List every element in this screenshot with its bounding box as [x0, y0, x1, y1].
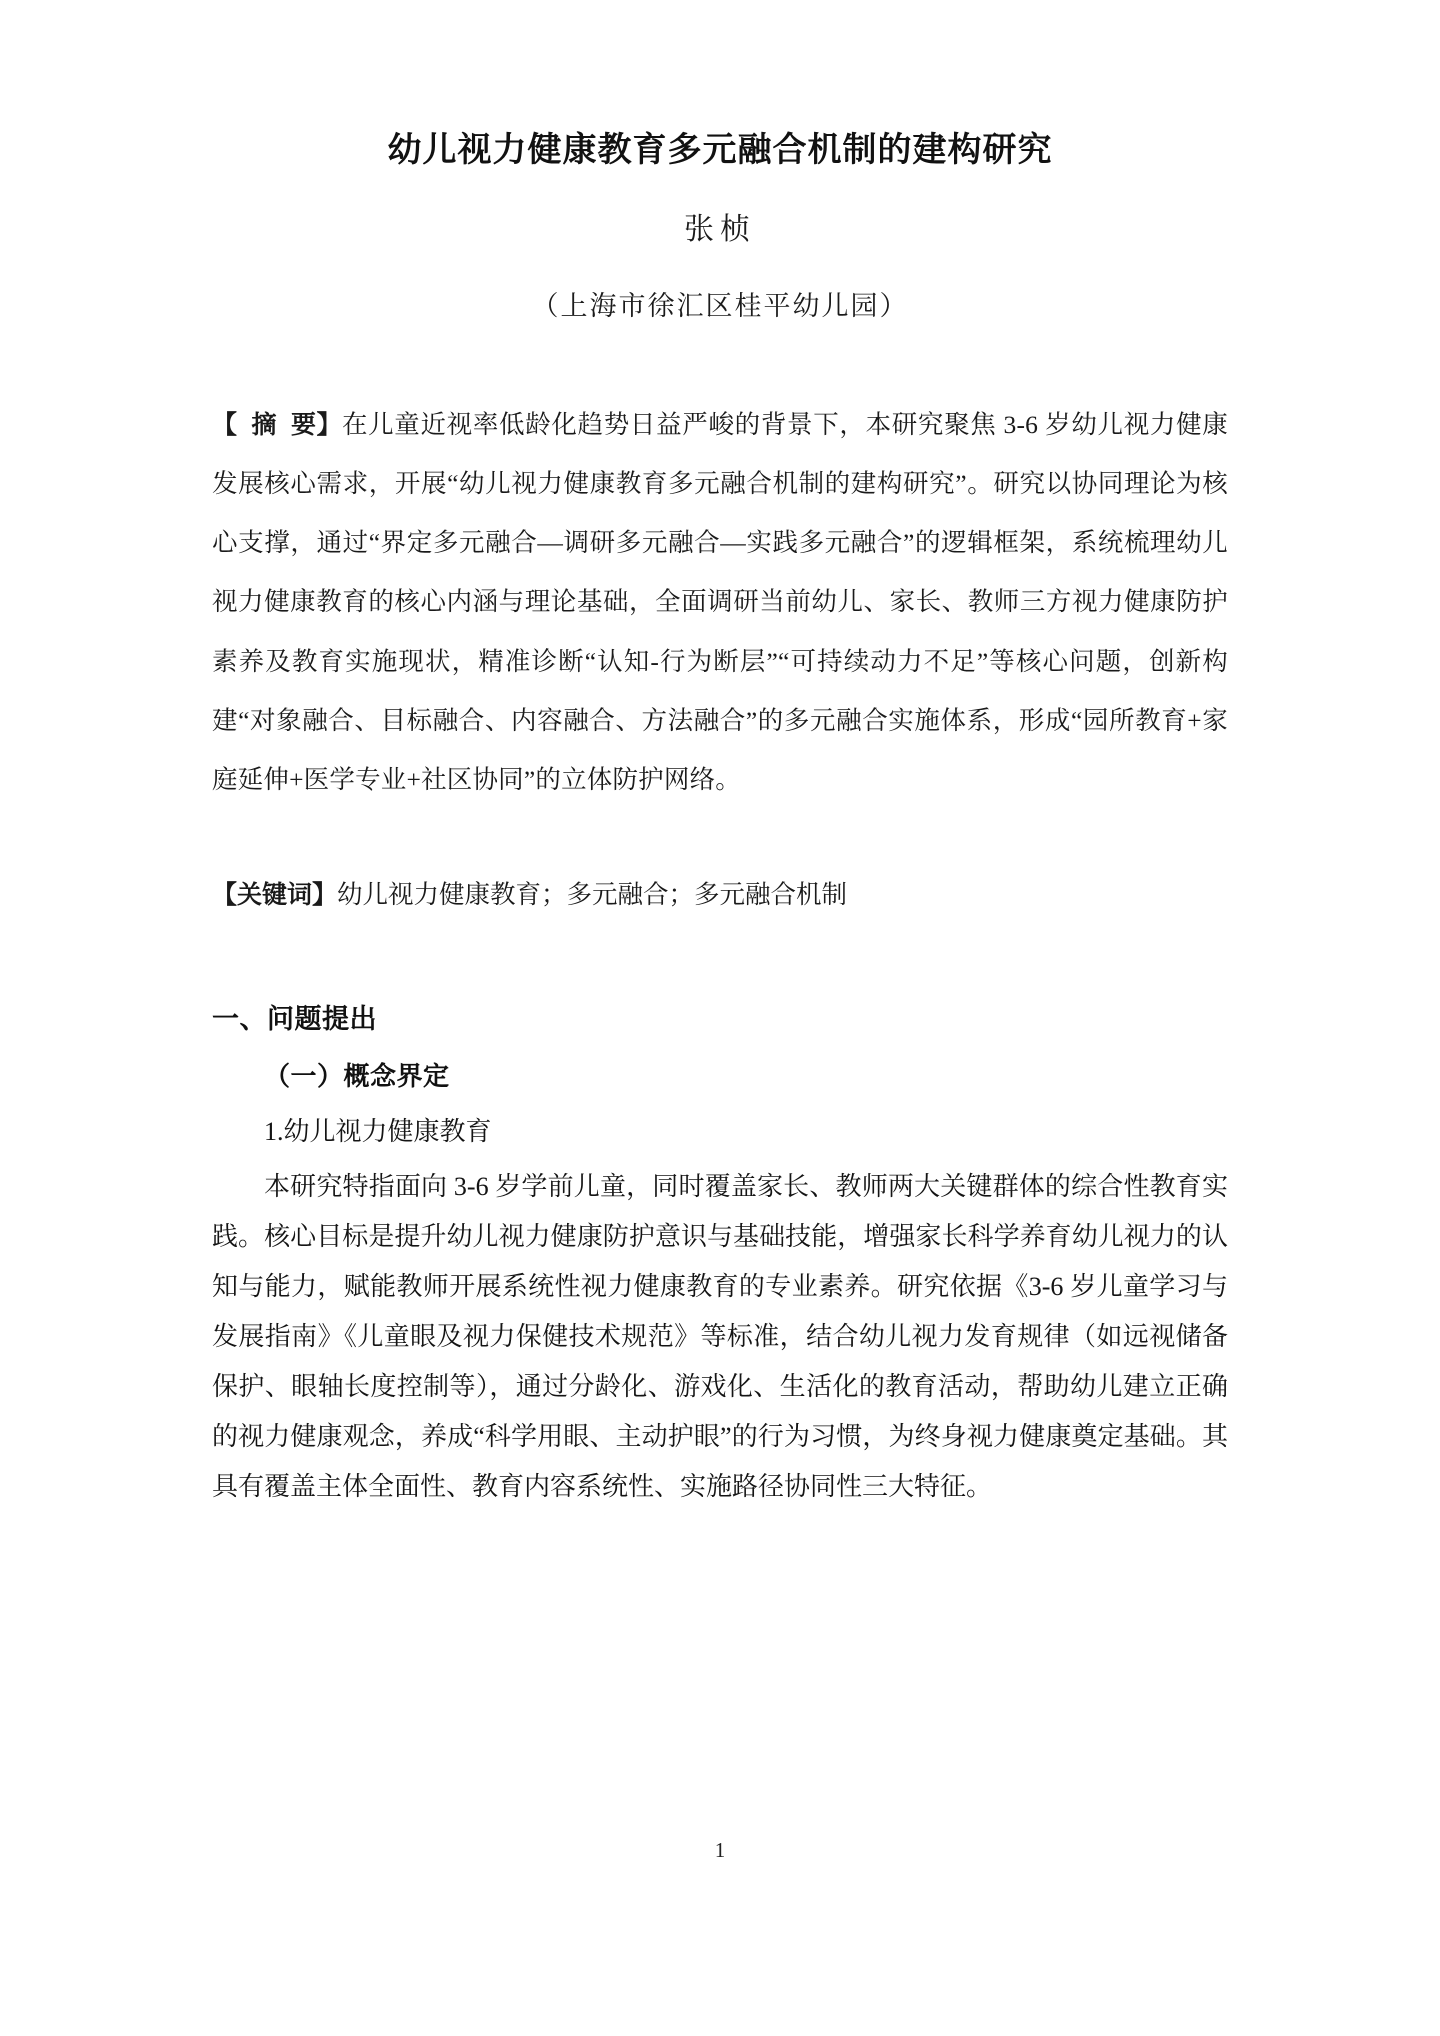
abstract-block [212, 395, 1228, 809]
page-title: 幼儿视力健康教育多元融合机制的建构研究 [387, 130, 1053, 170]
abstract-label [212, 410, 342, 439]
keywords-label: 【关键词】 [212, 879, 338, 909]
author-affiliation: （上海市徐汇区桂平幼儿园） [531, 290, 909, 321]
keywords-text: 幼儿视力健康教育；多元融合；多元融合机制 [337, 879, 848, 909]
author-name: 张桢 [684, 212, 756, 246]
body-paragraph: 本研究特指面向 3-6 岁学前儿童，同时覆盖家长、教师两大关键群体的综合性教育实践。核心目标是提升幼儿视力健康防护意识与基础技能，增强家长科学养育幼儿视力的认知与能力，赋能教师开展系统性视力健康教育的专业素养。研究依据《3-6 岁儿童学习与发展指南》《儿童眼及视力保健技术规范》等标准，结合幼儿视力发育规律（如远视储备保护、眼轴长度控制等），通过分龄化、游戏化、生活化的教育活动，帮助幼儿建立正确的视力健康观念，养成“科学用眼、主动护眼”的行为习惯，为终身视力健康奠定基础。其具有覆盖主体全面性、教育内容系统性、实施路径协同性三大特征。 [212, 1172, 1228, 1501]
abstract-label-prefix: 【摘 [212, 409, 291, 439]
section-heading-level2: （一）概念界定 [264, 1062, 450, 1093]
section-heading-level3: 1.幼儿视力健康教育 [264, 1117, 492, 1147]
keywords-block [212, 867, 1228, 923]
section-heading-level1: 一、问题提出 [212, 1004, 377, 1036]
page-content [212, 0, 1228, 1537]
abstract-text: 在儿童近视率低龄化趋势日益严峻的背景下，本研究聚焦 3-6 岁幼儿视力健康发展核心需求，开展“幼儿视力健康教育多元融合机制的建构研究”。研究以协同理论为核心支撑，通过“界定多元融合—调研多元融合—实践多元融合”的逻辑框架，系统梳理幼儿视力健康教育的核心内涵与理论基础，全面调研当前幼儿、家长、教师三方视力健康防护素养及教育实施现状，精准诊断“认知-行为断层”“可持续动力不足”等核心问题，创新构建“对象融合、目标融合、内容融合、方法融合”的多元融合实施体系，形成“园所教育+家庭延伸+医学专业+社区协同”的立体防护网络。 [212, 409, 1228, 794]
abstract-label-suffix: 要】 [290, 409, 342, 439]
page-number: 1 [714, 1838, 726, 1862]
